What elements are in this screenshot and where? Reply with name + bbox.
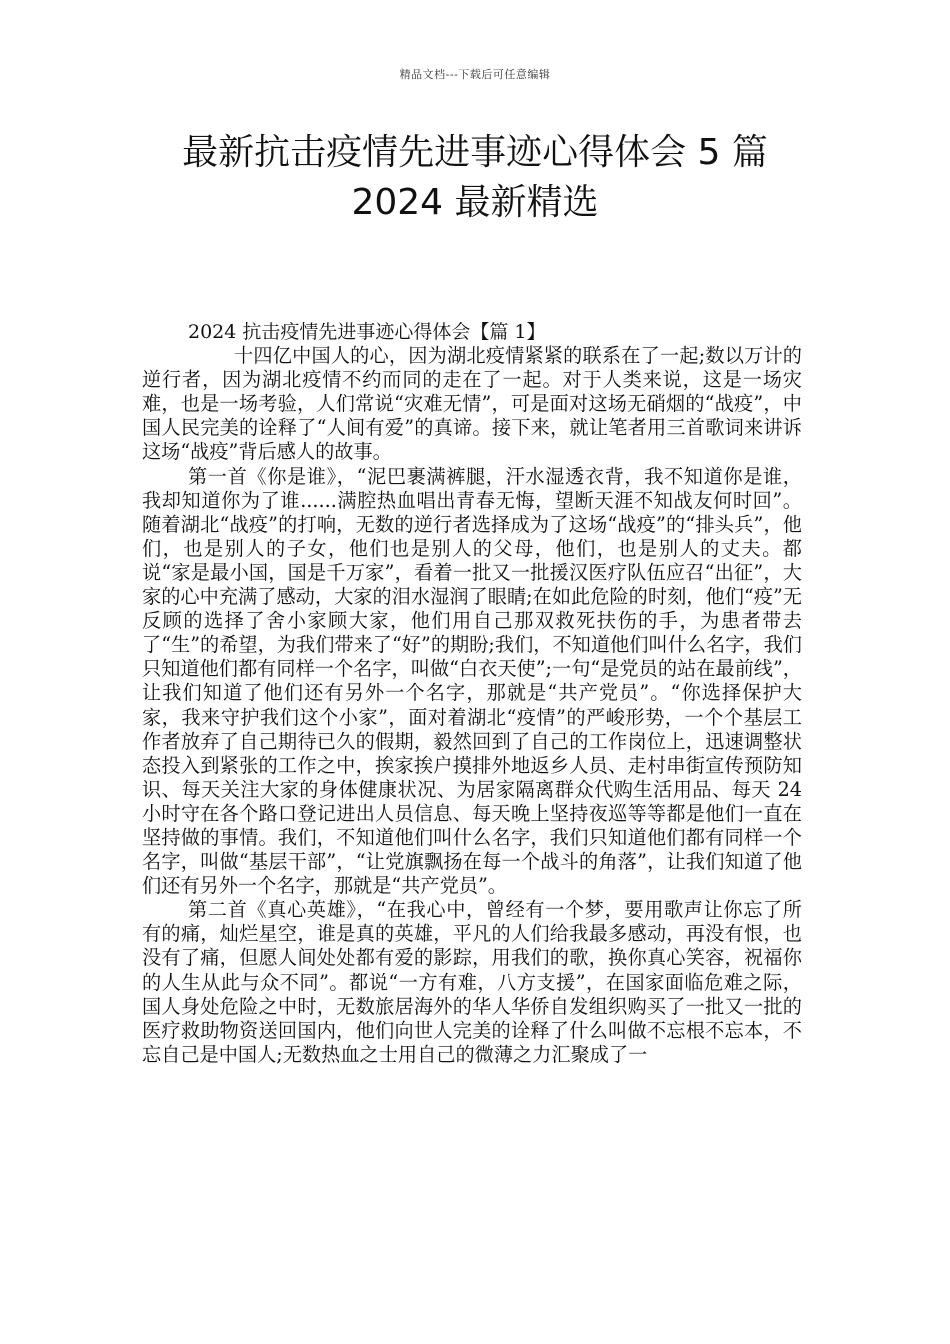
title-line-2: 2024 最新精选 <box>351 182 599 223</box>
paragraph-3: 第二首《真心英雄》，“在我心中，曾经有一个梦，要用歌声让你忘了所有的痛，灿烂星空，谁是真的英雄，平凡的人们给我最多感动，再没有恨，也没有了痛，但愿人间处处都有爱的影踪，用我们的歌，换你真心笑容，祝福你的人生从此与众不同”。都说“一方有难，八方支援”，在国家面临危难之际，国人身处危险之中时，无数旅居海外的华人华侨自发组织购买了一批又一批的医疗救助物资送回国内，他们向世人完美的诠释了什么叫做不忘根不忘本，不忘自己是中国人;无数热血之士用自己的微薄之力汇聚成了一 <box>142 898 802 1066</box>
paragraph-1: 十四亿中国人的心，因为湖北疫情紧紧的联系在了一起;数以万计的逆行者，因为湖北疫情不约而同的走在了一起。对于人类来说，这是一场灾难，也是一场考验，人们常说“灾难无情”，可是面对这场无硝烟的“战疫”，中国人民完美的诠释了“人间有爱”的真谛。接下来，就让笔者用三首歌词来讲诉这场“战疫”背后感人的故事。 <box>142 344 802 464</box>
title-line-1: 最新抗击疫情先进事迹心得体会 5 篇 <box>182 132 768 173</box>
section-heading: 2024 抗击疫情先进事迹心得体会【篇 1】 <box>188 321 546 343</box>
header-note: 精品文档---下载后可任意编辑 <box>399 68 551 81</box>
document-body <box>142 320 802 1067</box>
paragraph-2: 第一首《你是谁》，“泥巴裹满裤腿，汗水湿透衣背，我不知道你是谁，我却知道你为了谁......满腔热血唱出青春无悔，望断天涯不知战友何时回”。随着湖北“战疫”的打响，无数的逆行者选择成为了这场“战疫”的“排头兵”，他们，也是别人的子女，他们也是别人的父母，他们，也是别人的丈夫。都说“家是最小国，国是千万家”，看着一批又一批援汉医疗队伍应召“出征”，大家的心中充满了感动，大家的泪水湿润了眼睛;在如此危险的时刻，他们“疫”无反顾的选择了舍小家顾大家，他们用自己那双救死扶伤的手，为患者带去了“生”的希望，为我们带来了“好”的期盼;我们，不知道他们叫什么名字，我们只知道他们都有同样一个名字，叫做“白衣天使”;一句“是党员的站在最前线”，让我们知道了他们还有另外一个名字，那就是“共产党员”。“你选择保护大家，我来守护我们这个小家”，面对着湖北“疫情”的严峻形势，一个个基层工作者放弃了自己期待已久的假期，毅然回到了自己的工作岗位上，迅速调整状态投入到紧张的工作之中，挨家挨户摸排外地返乡人员、走村串街宣传预防知识、每天关注大家的身体健康状况、为居家隔离群众代购生活用品、每天 24 小时守在各个路口登记进出人员信息、每天晚上坚持夜巡等等都是他们一直在坚持做的事情。我们，不知道他们叫什么名字，我们只知道他们都有同样一个名字，叫做“基层干部”，“让党旗飘扬在每一个战斗的角落”，让我们知道了他们还有另外一个名字，那就是“共产党员”。 <box>142 464 802 898</box>
document-title <box>100 128 850 228</box>
